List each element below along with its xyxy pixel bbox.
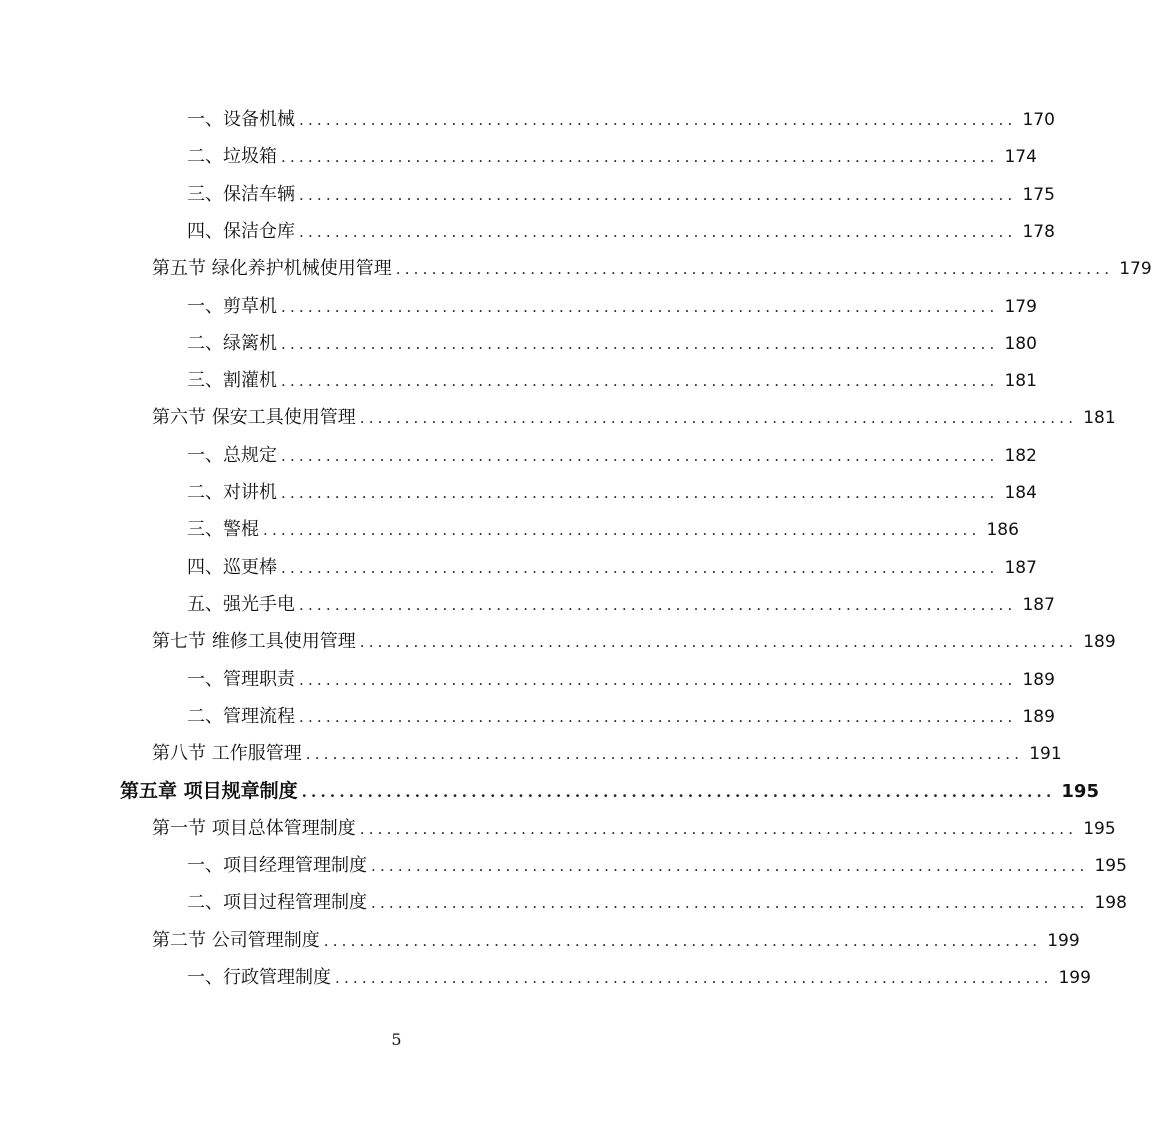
toc-leader-dots: ................................................................................ <box>263 521 981 540</box>
toc-leader-dots: ................................................................................ <box>301 783 1056 802</box>
toc-entry-label: 三、割灌机 <box>187 370 277 392</box>
toc-entry-item[interactable] <box>187 665 1055 695</box>
toc-entry-page: 182 <box>1004 445 1037 466</box>
toc-entry-section[interactable] <box>152 739 1062 769</box>
toc-entry-label: 二、绿篱机 <box>187 332 277 354</box>
toc-entry-item[interactable] <box>187 217 1055 247</box>
toc-entry-item[interactable] <box>187 180 1055 210</box>
toc-entry-page: 178 <box>1022 221 1055 242</box>
toc-entry-label: 二、垃圾箱 <box>187 146 277 168</box>
toc-entry-page: 189 <box>1083 632 1116 653</box>
page-number: 5 <box>391 1030 402 1049</box>
toc-entry-label: 一、设备机械 <box>187 109 295 130</box>
toc-entry-item[interactable] <box>187 441 1037 471</box>
toc-entry-chapter[interactable] <box>120 776 1099 806</box>
toc-entry-page: 187 <box>1004 557 1037 578</box>
toc-entry-item[interactable] <box>187 702 1055 732</box>
toc-entry-item[interactable] <box>187 329 1037 359</box>
toc-leader-dots: ................................................................................ <box>371 857 1089 875</box>
toc-entry-label: 第五节 绿化养护机械使用管理 <box>152 258 392 280</box>
toc-entry-label: 三、保洁车辆 <box>187 183 295 205</box>
toc-entry-item[interactable] <box>187 851 1127 881</box>
toc-entry-page: 189 <box>1022 669 1055 690</box>
toc-entry-page: 191 <box>1029 744 1062 765</box>
toc-leader-dots: ................................................................................ <box>395 260 1114 279</box>
toc-leader-dots: ................................................................................ <box>359 633 1078 652</box>
toc-entry-page: 199 <box>1047 930 1080 951</box>
toc-entry-page: 187 <box>1022 594 1055 615</box>
toc-entry-section[interactable] <box>152 627 1116 657</box>
toc-entry-page: 174 <box>1004 147 1037 168</box>
toc-entry-page: 181 <box>1004 371 1037 392</box>
toc-leader-dots: ................................................................................ <box>371 894 1089 913</box>
toc-leader-dots: ................................................................................ <box>323 931 1042 950</box>
toc-entry-label: 第七节 维修工具使用管理 <box>152 631 356 653</box>
toc-leader-dots: ................................................................................ <box>299 595 1017 614</box>
toc-entry-item[interactable] <box>187 478 1037 508</box>
toc-leader-dots: ................................................................................ <box>299 111 1017 129</box>
toc-entry-item[interactable] <box>187 553 1037 583</box>
toc-entry-item[interactable] <box>187 142 1037 172</box>
toc-entry-page: 199 <box>1058 967 1091 988</box>
toc-entry-label: 一、行政管理制度 <box>187 966 331 988</box>
toc-entry-page: 175 <box>1022 184 1055 205</box>
toc-entry-section[interactable] <box>152 403 1116 433</box>
toc-leader-dots: ................................................................................ <box>335 968 1053 987</box>
toc-entry-page: 180 <box>1004 333 1037 354</box>
toc-entry-item[interactable] <box>187 292 1037 322</box>
toc-entry-page: 195 <box>1083 818 1116 839</box>
toc-leader-dots: ................................................................................ <box>359 409 1078 428</box>
toc-leader-dots: ................................................................................ <box>281 446 999 465</box>
toc-entry-label: 四、保洁仓库 <box>187 220 295 242</box>
toc-entry-label: 四、巡更棒 <box>187 556 277 578</box>
toc-leader-dots: ................................................................................ <box>299 222 1017 241</box>
toc-entry-label: 一、管理职责 <box>187 668 295 690</box>
toc-leader-dots: ................................................................................ <box>359 819 1078 838</box>
toc-entry-item[interactable] <box>187 963 1091 993</box>
toc-entry-page: 184 <box>1004 483 1037 503</box>
toc-entry-page: 198 <box>1094 893 1127 914</box>
toc-leader-dots: ................................................................................ <box>299 707 1017 726</box>
toc-leader-dots: ................................................................................ <box>281 148 999 167</box>
toc-entry-label: 第五章 项目规章制度 <box>120 780 298 803</box>
toc-entry-section[interactable] <box>152 814 1116 844</box>
toc-entry-label: 第一节 项目总体管理制度 <box>152 817 356 839</box>
toc-entry-label: 五、强光手电 <box>187 593 295 615</box>
toc-entry-item[interactable] <box>187 888 1127 918</box>
toc-entry-page: 195 <box>1061 781 1099 803</box>
toc-entry-section[interactable] <box>152 254 1152 284</box>
toc-leader-dots: ................................................................................ <box>281 297 999 316</box>
toc-leader-dots: ................................................................................ <box>281 372 999 391</box>
toc-entry-page: 181 <box>1083 408 1116 429</box>
toc-entry-page: 170 <box>1022 110 1055 130</box>
toc-entry-item[interactable] <box>187 366 1037 396</box>
toc-entry-label: 一、剪草机 <box>187 295 277 317</box>
toc-leader-dots: ................................................................................ <box>299 670 1017 689</box>
toc-entry-page: 179 <box>1004 296 1037 317</box>
toc-entry-item[interactable] <box>187 590 1055 620</box>
toc-leader-dots: ................................................................................ <box>305 745 1024 764</box>
toc-entry-label: 第六节 保安工具使用管理 <box>152 407 356 429</box>
toc-entry-label: 三、警棍 <box>187 519 259 541</box>
toc-entry-label: 二、管理流程 <box>187 705 295 727</box>
toc-leader-dots: ................................................................................ <box>281 484 999 502</box>
toc-entry-page: 186 <box>986 520 1019 541</box>
toc-entry-item[interactable] <box>187 105 1055 135</box>
toc-entry-label: 二、项目过程管理制度 <box>187 892 367 914</box>
toc-leader-dots: ................................................................................ <box>281 334 999 353</box>
toc-entry-label: 一、总规定 <box>187 444 277 466</box>
toc-entry-label: 第二节 公司管理制度 <box>152 929 320 951</box>
toc-entry-page: 179 <box>1119 259 1152 280</box>
toc-entry-label: 第八节 工作服管理 <box>152 743 302 765</box>
toc-entry-page: 189 <box>1022 706 1055 727</box>
toc-entry-item[interactable] <box>187 515 1019 545</box>
toc-entry-label: 一、项目经理管理制度 <box>187 855 367 876</box>
toc-entry-label: 二、对讲机 <box>187 482 277 503</box>
toc-leader-dots: ................................................................................ <box>281 558 999 577</box>
toc-leader-dots: ................................................................................ <box>299 185 1017 204</box>
toc-entry-section[interactable] <box>152 926 1080 956</box>
toc-entry-page: 195 <box>1094 856 1127 876</box>
